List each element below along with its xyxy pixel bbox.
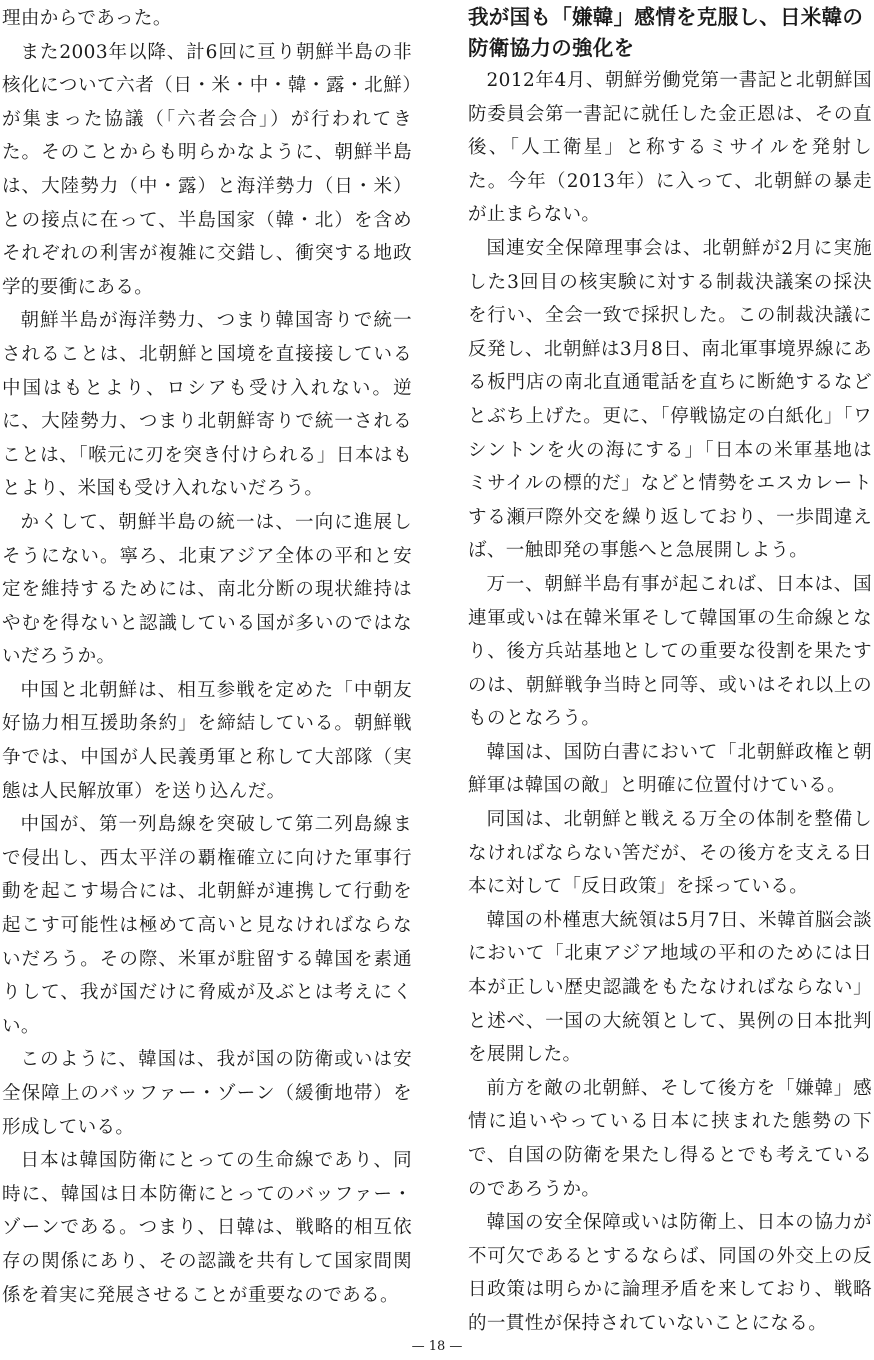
left-column — [2, 2, 412, 1312]
paragraph: 万一、朝鮮半島有事が起これば、日本は、国連軍或いは在韓米軍そして韓国軍の生命線となり、後方兵站基地としての重要な役割を果たすのは、朝鮮戦争当時と同等、或いはそれ以上のものとなろう。 — [468, 573, 872, 730]
paragraph: 韓国は、国防白書において「北朝鮮政権と朝鮮軍は韓国の敵」と明確に位置付けている。 — [468, 741, 872, 797]
paragraph: 前方を敵の北朝鮮、そして後方を「嫌韓」感情に追いやっている日本に挟まれた態勢の下で、自国の防衛を果たし得るとでも考えているのであろうか。 — [468, 1077, 872, 1200]
paragraph: 韓国の朴槿恵大統領は5月7日、米韓首脳会談において「北東アジア地域の平和のためには日本が正しい歴史認識をもたなければならない」と述べ、一国の大統領として、異例の日本批判を展開した。 — [468, 909, 872, 1066]
paragraph: 中国と北朝鮮は、相互参戦を定めた「中朝友好協力相互援助条約」を締結している。朝鮮戦争では、中国が人民義勇軍と称して大部隊（実態は人民解放軍）を送り込んだ。 — [2, 679, 412, 802]
paragraph: 2012年4月、朝鮮労働党第一書記と北朝鮮国防委員会第一書記に就任した金正恩は、その直後、「人工衛星」と称するミサイルを発射した。今年（2013年）に入って、北朝鮮の暴走が止まらない。 — [468, 70, 872, 226]
paragraph: 朝鮮半島が海洋勢力、つまり韓国寄りで統一されることは、北朝鮮と国境を直接接している中国はもとより、ロシアも受け入れない。逆に、大陸勢力、つまり北朝鮮寄りで統一されることは、「喉元に刃を突き付けられる」日本はもとより、米国も受け入れないだろう。 — [2, 310, 412, 500]
right-column — [468, 2, 872, 1341]
page-number: — 18 — — [411, 1339, 463, 1354]
paragraph: 同国は、北朝鮮と戦える万全の体制を整備しなければならない筈だが、その後方を支える日本に対して「反日政策」を採っている。 — [468, 809, 872, 898]
paragraph: 理由からであった。 — [2, 8, 172, 29]
paragraph: 韓国の安全保障或いは防衛上、日本の協力が不可欠であるとするならば、同国の外交上の反日政策は明らかに論理矛盾を来しており、戦略的一貫性が保持されていないことになる。 — [468, 1212, 872, 1334]
paragraph: 中国が、第一列島線を突破して第二列島線まで侵出し、西太平洋の覇権確立に向けた軍事行動を起こす場合には、北朝鮮が連携して行動を起こす可能性は極めて高いと見なければならないだろう。その際、米軍が駐留する韓国を素通りして、我が国だけに脅威が及ぶとは考えにくい。 — [2, 814, 412, 1037]
paragraph: かくして、朝鮮半島の統一は、一向に進展しそうにない。寧ろ、北東アジア全体の平和と安定を維持するためには、南北分断の現状維持はやむを得ないと認識している国が多いのではないだろうか。 — [2, 511, 412, 668]
paragraph: 国連安全保障理事会は、北朝鮮が2月に実施した3回目の核実験に対する制裁決議案の採決を行い、全会一致で採択した。この制裁決議に反発し、北朝鮮は3月8日、南北軍事境界線にある板門店の南北直通電話を直ちに断絶するなどとぶち上げた。更に、「停戦協定の白紙化」「ワシントンを火の海にする」「日本の米軍基地はミサイルの標的だ」などと情勢をエスカレートする瀬戸際外交を繰り返しており、一歩間違えば、一触即発の事態へと急展開しよう。 — [468, 237, 872, 562]
paragraph: また2003年以降、計6回に亘り朝鮮半島の非核化について六者（日・米・中・韓・露・北鮮）が集まった協議（「六者会合」）が行われてきた。そのことからも明らかなように、朝鮮半島は、大陸勢力（中・露）と海洋勢力（日・米）との接点に在って、半島国家（韓・北）を含めそれぞれの利害が複雑に交錯し、衝突する地政学的要衝にある。 — [2, 41, 412, 298]
paragraph: 日本は韓国防衛にとっての生命線であり、同時に、韓国は日本防衛にとってのバッファー・ゾーンである。つまり、日韓は、戦略的相互依存の関係にあり、その認識を共有して国家間関係を着実に発展させることが重要なのである。 — [2, 1150, 412, 1306]
section-heading: 我が国も「嫌韓」感情を克服し、日米韓の防衛協力の強化を — [468, 5, 864, 60]
paragraph: このように、韓国は、我が国の防衛或いは安全保障上のバッファー・ゾーン（緩衝地帯）を形成している。 — [2, 1049, 412, 1138]
